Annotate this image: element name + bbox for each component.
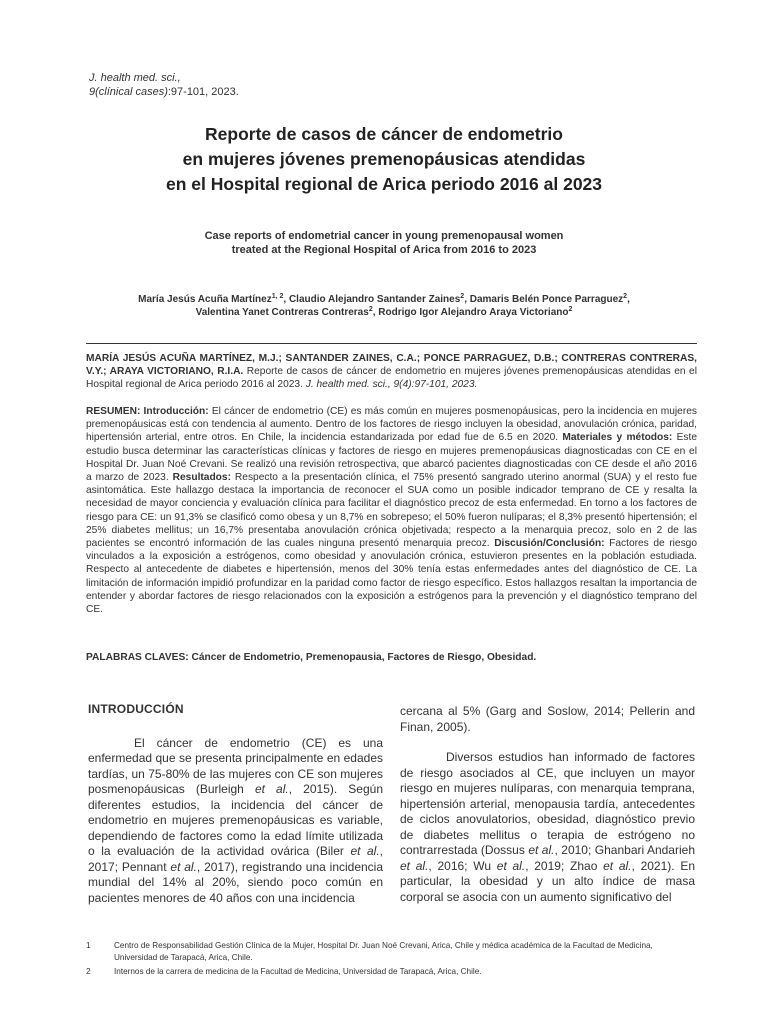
citation-journal: J. health med. sci., 9(4):97-101, 2023. <box>305 379 478 390</box>
english-title <box>84 229 684 257</box>
citation-authors: MARÍA JESÚS ACUÑA MARTÍNEZ, M.J.; SANTANDER ZAINES, C.A.; PONCE PARRAGUEZ, D.B.; CONTRERAS CONTRERAS, V.Y.; ARAYA VICTORIANO, R.I.A. <box>86 353 697 377</box>
intro-paragraph-1 <box>88 736 383 907</box>
intro-p1-text-d: , 2017), registrando una incidencia mundial del 14% al 20%, siendo poco común en pacientes menores de 40 años con una incidencia <box>88 859 384 905</box>
abstract-results-text: Respecto a la presentación clínica, el 75% presentó sangrado uterino anormal (SUA) y el resto fue asintomática. Este hallazgo destaca la importancia de reconocer el SUA como un posible indicador temprano de CE y resalta la necesidad de mayor conciencia y evaluación clínica para facilitar el diagnóstico precoz de esta enfermedad. En torno a los factores de riesgo para CE: un 91,3% se clasificó como obesa y un 8,7% en sobrepeso; el 50% fueron nulíparas; el 8,3% presentó hipertensión; el 25% diabetes mellitus; un 16,7% presentaba anovulación crónica objetivada; respecto a la menarquia precoz, solo en 2 de las pacientes se encontró información de las cuales ninguna presentó menarquia precoz. <box>86 472 697 550</box>
intro-p2-etal-2: et al. <box>400 858 429 873</box>
footnote-1-number: 1 <box>86 941 91 950</box>
author-5-affiliation: 2 <box>568 306 573 313</box>
intro-p1-text-a: El cáncer de endometrio (CE) es una enfermedad que se presenta principalmente en edades tardías, un 75-80% de las mujeres con CE son mujeres posmenopáusicas (Burleigh <box>88 735 383 796</box>
journal-name: J. health med. sci., <box>89 72 181 84</box>
author-3: , Damaris Belén Ponce Parraguez <box>464 294 624 305</box>
author-4-affiliation: 2 <box>368 306 373 313</box>
journal-pages: :97-101, 2023. <box>167 86 239 98</box>
abstract-intro-label: Introducción: <box>143 406 209 417</box>
abstract-block <box>86 405 697 616</box>
title-line-3: en el Hospital regional de Arica periodo 2016 al 2023 <box>165 174 603 194</box>
journal-volume: 9(clínical cases) <box>89 86 168 98</box>
article-title <box>84 122 684 197</box>
intro-p2-text-c: , 2016; Wu <box>428 858 497 873</box>
abstract-discussion-text: Factores de riesgo vinculados a la exposición a estrógenos, como obesidad y anovulación crónica, estuvieron presentes en la población estudiada. Respecto al antecedente de diabetes e hipertensión, menos del 30% tenía estas enfermedades antes del diagnóstico de CE. La limitación de información impidió profundizar en la paridad como factor de riesgo específico. Estos hallazgos resaltan la importancia de entender y abordar factores de riesgo relacionados con la exposición a estrógenos para la prevención y el diagnóstico temprano del CE. <box>86 538 697 616</box>
author-2-affiliation: 2 <box>460 293 465 300</box>
abstract-results-label: Resultados: <box>172 472 231 484</box>
intro-paragraph-1-continued: cercana al 5% (Garg and Soslow, 2014; Pellerin and Finan, 2005). <box>400 704 695 734</box>
abstract-methods-text: Este estudio busca determinar las características clínicas y factores de riesgo en mujeres premenopáusicas diagnosticadas con CE en el Hospital Dr. Juan Noé Crevani. Se realizó una revisión retrospectiva, que abarcó pacientes diagnosticadas con CE desde el año 2016 a marzo de 2023. <box>86 432 697 484</box>
header-divider <box>86 343 697 344</box>
abstract-methods-label: Materiales y métodos: <box>562 432 673 444</box>
intro-paragraph-2 <box>400 750 695 905</box>
keywords-block <box>86 651 697 664</box>
abstract-discussion-label: Discusión/Conclusión: <box>494 538 605 550</box>
journal-volume-line <box>89 85 239 99</box>
title-line-2: en mujeres jóvenes premenopáusicas atendidas <box>182 149 586 169</box>
body-column-left <box>88 702 383 906</box>
author-4: Valentina Yanet Contreras Contreras <box>195 307 369 318</box>
keywords-text: Cáncer de Endometrio, Premenopausia, Factores de Riesgo, Obesidad. <box>188 652 537 663</box>
intro-p1-etal-3: et al. <box>170 859 197 874</box>
footnote-2-text: Internos de la carrera de medicina de la Facultad de Medicina, Universidad de Tarapacá, Arica, Chile. <box>114 967 482 976</box>
citation-text: Reporte de casos de cáncer de endometrio en mujeres jóvenes premenopáusicas atendidas en el Hospital regional de Arica periodo 2016 al 2023. <box>86 366 697 390</box>
author-line-1 <box>84 293 684 306</box>
footnotes <box>86 940 697 978</box>
keywords-label: PALABRAS CLAVES: <box>86 652 189 663</box>
abstract-intro-text: El cáncer de endometrio (CE) es más común en mujeres posmenopáusicas, pero la incidencia en mujeres premenopáusicas está con tendencia al aumento. Dentro de los factores de riesgo incluyen la obesidad, anovulación crónica, paridad, hipertensión arterial, entre otros. En Chile, la incidencia estandarizada por edad fue de 6.5 en 2020. <box>86 406 697 444</box>
author-2: , Claudio Alejandro Santander Zaines <box>283 294 461 305</box>
intro-p1-text-c: , 2017; Pennant <box>88 844 384 874</box>
title-line-1: Reporte de casos de cáncer de endometrio <box>205 124 563 144</box>
abstract-label: RESUMEN: <box>86 406 144 417</box>
intro-p2-text-a: Diversos estudios han informado de factores de riesgo asociados al CE, que incluyen un mayor riesgo en mujeres nulíparas, con menarquia temprana, hipertensión arterial, menopausia tardía, antecedentes de ciclos anovulatorios, obesidad, diagnóstico previo de diabetes mellitus o terapia de estrógeno no contrarrestada (Dossus <box>400 750 695 857</box>
intro-p1-text-b: , 2015). Según diferentes estudios, la incidencia del cáncer de endometrio en mujeres premenopáusicas es variable, dependiendo de factores como la edad límite utilizada o la evaluación de la actividad ovárica (Biler <box>88 782 383 858</box>
footnote-2-number: 2 <box>86 967 91 976</box>
body-column-right <box>400 704 695 905</box>
citation-block <box>86 352 697 391</box>
author-1-affiliation: 1, 2 <box>271 293 284 300</box>
intro-p2-text-d: , 2019; Zhao <box>525 858 604 873</box>
author-5: , Rodrigo Igor Alejandro Araya Victoriano <box>372 307 569 318</box>
footnote-2 <box>86 966 697 978</box>
journal-reference <box>89 71 239 99</box>
intro-p1-etal-1: et al. <box>254 782 289 796</box>
author-3-separator: , <box>627 294 630 305</box>
author-line-2 <box>84 306 684 319</box>
intro-p2-etal-3: et al. <box>496 858 526 873</box>
section-heading-introduccion: INTRODUCCIÓN <box>88 702 184 716</box>
author-3-affiliation: 2 <box>623 293 628 300</box>
author-1: María Jesús Acuña Martínez <box>138 294 272 305</box>
intro-p2-text-e: , 2021). En particular, la obesidad y un alto índice de masa corporal se asocia con un aumento significativo del <box>400 858 696 904</box>
intro-p2-etal-1: et al. <box>528 843 555 857</box>
english-title-line-1: Case reports of endometrial cancer in young premenopausal women <box>204 230 564 242</box>
english-title-line-2: treated at the Regional Hospital of Arica from 2016 to 2023 <box>231 244 537 256</box>
footnote-1 <box>86 940 697 964</box>
author-list <box>84 293 684 319</box>
footnote-1-text: Centro de Responsabilidad Gestión Clínica de la Mujer, Hospital Dr. Juan Noé Crevani, Arica, Chile y médica académica de la Facultad de Medicina, Universidad de Tarapacá, Arica, Chile. <box>114 941 653 962</box>
intro-p2-etal-4: et al. <box>603 858 632 873</box>
intro-p1-etal-2: et al. <box>350 844 380 858</box>
intro-p2-text-b: , 2010; Ghanbari Andarieh <box>554 843 695 857</box>
